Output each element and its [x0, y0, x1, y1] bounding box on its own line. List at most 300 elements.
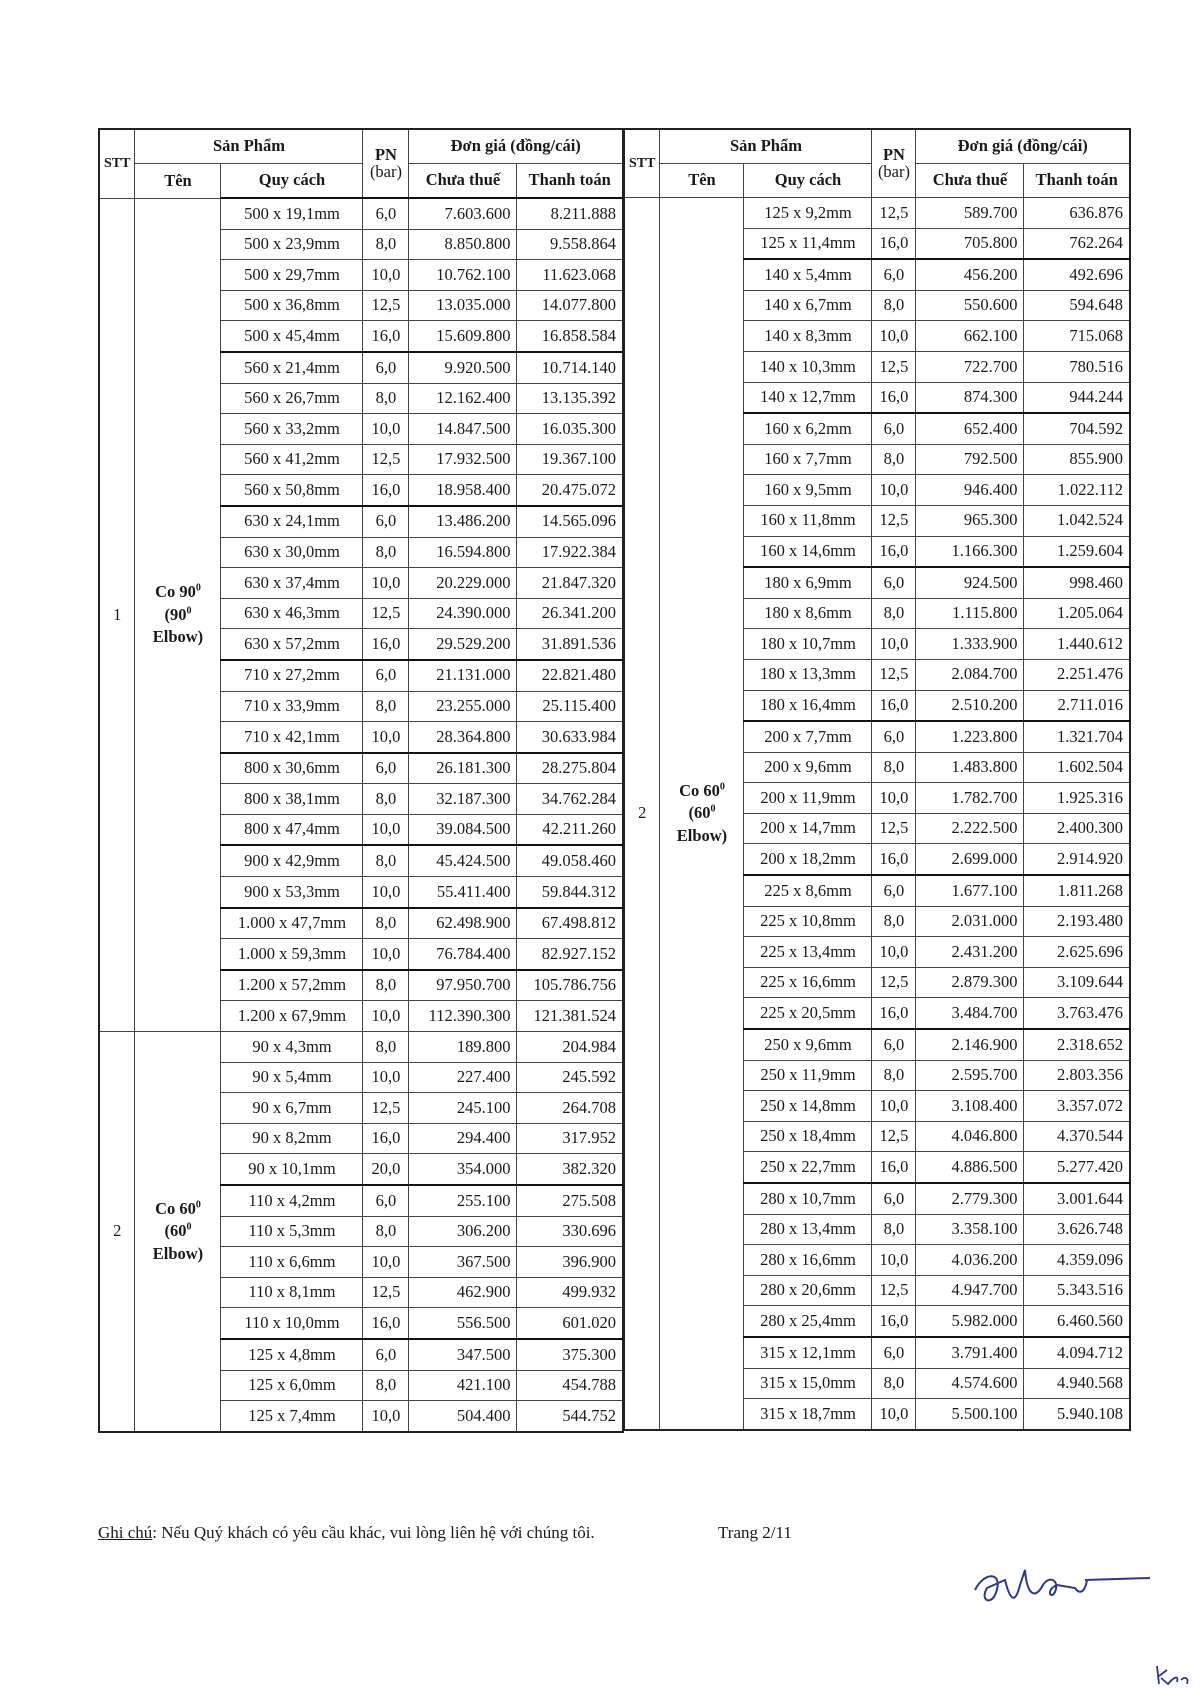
spec-cell: 500 x 45,4mm: [221, 321, 363, 352]
pn-cell: 12,5: [363, 1277, 409, 1308]
total-header: Thanh toán: [517, 164, 623, 199]
pn-cell: 12,5: [872, 198, 916, 229]
pn-cell: 10,0: [363, 722, 409, 753]
total-price-cell: 317.952: [517, 1123, 623, 1154]
pretax-price-cell: 367.500: [409, 1247, 517, 1278]
spec-cell: 630 x 46,3mm: [221, 598, 363, 629]
pretax-price-cell: 26.181.300: [409, 753, 517, 784]
total-price-cell: 1.259.604: [1024, 536, 1130, 567]
price-table-left: [98, 128, 624, 1433]
pretax-price-cell: 255.100: [409, 1185, 517, 1216]
total-price-cell: 30.633.984: [517, 722, 623, 753]
signature-fragment: [1153, 1658, 1193, 1688]
pn-cell: 6,0: [872, 721, 916, 752]
table-row: [99, 1032, 623, 1063]
spec-cell: 90 x 4,3mm: [221, 1032, 363, 1063]
total-price-cell: 121.381.524: [517, 1001, 623, 1032]
pretax-price-cell: 24.390.000: [409, 598, 517, 629]
total-price-cell: 762.264: [1024, 228, 1130, 259]
pn-cell: 10,0: [363, 260, 409, 291]
spec-cell: 250 x 11,9mm: [744, 1060, 872, 1091]
pn-cell: 8,0: [363, 691, 409, 722]
pn-cell: 8,0: [872, 1214, 916, 1245]
spec-cell: 315 x 15,0mm: [744, 1368, 872, 1399]
pn-cell: 6,0: [872, 259, 916, 290]
pn-cell: 8,0: [872, 906, 916, 937]
pretax-price-cell: 29.529.200: [409, 629, 517, 660]
spec-cell: 140 x 6,7mm: [744, 290, 872, 321]
total-price-cell: 10.714.140: [517, 352, 623, 383]
pn-cell: 16,0: [872, 382, 916, 413]
pn-cell: 10,0: [872, 1399, 916, 1430]
product-header: Sản Phẩm: [660, 129, 872, 164]
pretax-price-cell: 189.800: [409, 1032, 517, 1063]
pretax-price-cell: 874.300: [916, 382, 1024, 413]
pretax-price-cell: 227.400: [409, 1062, 517, 1093]
pn-cell: 20,0: [363, 1154, 409, 1185]
spec-cell: 90 x 6,7mm: [221, 1093, 363, 1124]
pretax-price-cell: 2.222.500: [916, 813, 1024, 844]
pretax-price-cell: 556.500: [409, 1308, 517, 1339]
spec-cell: 250 x 14,8mm: [744, 1091, 872, 1122]
pretax-price-cell: 3.791.400: [916, 1337, 1024, 1368]
pn-cell: 12,5: [363, 598, 409, 629]
spec-cell: 280 x 10,7mm: [744, 1183, 872, 1214]
table-row: [624, 198, 1130, 229]
pretax-price-cell: 39.084.500: [409, 814, 517, 845]
spec-cell: 140 x 12,7mm: [744, 382, 872, 413]
pn-cell: 8,0: [363, 784, 409, 815]
spec-cell: 250 x 9,6mm: [744, 1029, 872, 1060]
pretax-price-cell: 347.500: [409, 1339, 517, 1370]
spec-cell: 1.200 x 57,2mm: [221, 970, 363, 1001]
pretax-price-cell: 4.947.700: [916, 1275, 1024, 1306]
pretax-header: Chưa thuế: [916, 164, 1024, 198]
spec-cell: 110 x 10,0mm: [221, 1308, 363, 1339]
total-price-cell: 3.001.644: [1024, 1183, 1130, 1214]
total-price-cell: 31.891.536: [517, 629, 623, 660]
total-price-cell: 4.359.096: [1024, 1245, 1130, 1276]
pn-cell: 10,0: [872, 1091, 916, 1122]
name-header: Tên: [660, 164, 744, 198]
total-price-cell: 330.696: [517, 1216, 623, 1247]
spec-cell: 630 x 24,1mm: [221, 506, 363, 537]
spec-cell: 225 x 10,8mm: [744, 906, 872, 937]
pn-cell: 16,0: [872, 844, 916, 875]
spec-cell: 900 x 53,3mm: [221, 877, 363, 908]
total-price-cell: 28.275.804: [517, 753, 623, 784]
name-sup1: 0: [719, 781, 725, 793]
total-header: Thanh toán: [1024, 164, 1130, 198]
spec-cell: 125 x 9,2mm: [744, 198, 872, 229]
pretax-price-cell: 456.200: [916, 259, 1024, 290]
spec-header: Quy cách: [221, 164, 363, 199]
name-sup2: 0: [186, 1221, 192, 1233]
spec-cell: 710 x 33,9mm: [221, 691, 363, 722]
note-text: : Nếu Quý khách có yêu cầu khác, vui lòng liên hệ với chúng tôi.: [152, 1523, 595, 1542]
pretax-price-cell: 1.166.300: [916, 536, 1024, 567]
pretax-price-cell: 2.084.700: [916, 659, 1024, 690]
total-price-cell: 34.762.284: [517, 784, 623, 815]
pn-cell: 8,0: [872, 444, 916, 475]
total-price-cell: 375.300: [517, 1339, 623, 1370]
price-table-right: [623, 128, 1131, 1431]
pretax-price-cell: 9.920.500: [409, 352, 517, 383]
pn-cell: 12,5: [872, 505, 916, 536]
total-price-cell: 492.696: [1024, 259, 1130, 290]
spec-cell: 160 x 6,2mm: [744, 413, 872, 444]
total-price-cell: 944.244: [1024, 382, 1130, 413]
pretax-price-cell: 2.146.900: [916, 1029, 1024, 1060]
pretax-price-cell: 3.358.100: [916, 1214, 1024, 1245]
stt-cell: 2: [99, 1032, 135, 1432]
total-price-cell: 3.109.644: [1024, 967, 1130, 998]
spec-cell: 110 x 6,6mm: [221, 1247, 363, 1278]
price-header: Đơn giá (đồng/cái): [916, 129, 1130, 164]
spec-cell: 180 x 8,6mm: [744, 598, 872, 629]
pn-cell: 8,0: [363, 845, 409, 876]
pn-cell: 8,0: [363, 1032, 409, 1063]
product-name-cell: [660, 198, 744, 1430]
total-price-cell: 636.876: [1024, 198, 1130, 229]
total-price-cell: 245.592: [517, 1062, 623, 1093]
spec-cell: 560 x 26,7mm: [221, 383, 363, 414]
spec-cell: 125 x 7,4mm: [221, 1401, 363, 1432]
pn-cell: 8,0: [363, 1216, 409, 1247]
total-price-cell: 6.460.560: [1024, 1306, 1130, 1337]
pretax-price-cell: 1.115.800: [916, 598, 1024, 629]
total-price-cell: 1.022.112: [1024, 475, 1130, 506]
total-price-cell: 396.900: [517, 1247, 623, 1278]
spec-cell: 225 x 16,6mm: [744, 967, 872, 998]
total-price-cell: 5.940.108: [1024, 1399, 1130, 1430]
total-price-cell: 454.788: [517, 1370, 623, 1401]
pretax-price-cell: 21.131.000: [409, 660, 517, 691]
pretax-price-cell: 17.932.500: [409, 444, 517, 475]
total-price-cell: 67.498.812: [517, 908, 623, 939]
pn-cell: 12,5: [872, 659, 916, 690]
pretax-price-cell: 1.483.800: [916, 752, 1024, 783]
pn-cell: 16,0: [872, 998, 916, 1029]
pn-cell: 8,0: [872, 752, 916, 783]
pn-cell: 12,5: [872, 1121, 916, 1152]
pretax-price-cell: 112.390.300: [409, 1001, 517, 1032]
total-price-cell: 2.318.652: [1024, 1029, 1130, 1060]
pretax-price-cell: 245.100: [409, 1093, 517, 1124]
spec-cell: 500 x 23,9mm: [221, 229, 363, 260]
name-line2: (60: [688, 803, 711, 823]
total-price-cell: 14.077.800: [517, 290, 623, 321]
pn-cell: 6,0: [363, 506, 409, 537]
spec-cell: 200 x 9,6mm: [744, 752, 872, 783]
spec-cell: 250 x 18,4mm: [744, 1121, 872, 1152]
total-price-cell: 16.035.300: [517, 414, 623, 445]
pn-cell: 6,0: [363, 352, 409, 383]
spec-cell: 160 x 7,7mm: [744, 444, 872, 475]
total-price-cell: 264.708: [517, 1093, 623, 1124]
total-price-cell: 82.927.152: [517, 939, 623, 970]
pn-cell: 6,0: [872, 875, 916, 906]
spec-cell: 180 x 6,9mm: [744, 567, 872, 598]
pn-cell: 12,5: [363, 1093, 409, 1124]
spec-cell: 200 x 18,2mm: [744, 844, 872, 875]
total-price-cell: 2.803.356: [1024, 1060, 1130, 1091]
pretax-price-cell: 62.498.900: [409, 908, 517, 939]
note-label: Ghi chú: [98, 1523, 153, 1542]
stt-cell: 1: [99, 198, 135, 1032]
spec-cell: 140 x 5,4mm: [744, 259, 872, 290]
total-price-cell: 601.020: [517, 1308, 623, 1339]
spec-cell: 225 x 20,5mm: [744, 998, 872, 1029]
pretax-price-cell: 550.600: [916, 290, 1024, 321]
pn-cell: 10,0: [363, 1062, 409, 1093]
spec-cell: 140 x 10,3mm: [744, 351, 872, 382]
spec-cell: 110 x 8,1mm: [221, 1277, 363, 1308]
total-price-cell: 780.516: [1024, 351, 1130, 382]
pn-header: PN (bar): [872, 129, 916, 198]
footer-note: [98, 1523, 595, 1543]
total-price-cell: 499.932: [517, 1277, 623, 1308]
total-price-cell: 704.592: [1024, 413, 1130, 444]
pretax-price-cell: 462.900: [409, 1277, 517, 1308]
pn-cell: 8,0: [872, 290, 916, 321]
spec-cell: 500 x 29,7mm: [221, 260, 363, 291]
pn-cell: 6,0: [363, 198, 409, 229]
pn-cell: 10,0: [363, 1247, 409, 1278]
pn-cell: 10,0: [363, 939, 409, 970]
pn-cell: 16,0: [363, 475, 409, 506]
total-price-cell: 21.847.320: [517, 568, 623, 599]
total-price-cell: 1.440.612: [1024, 629, 1130, 660]
spec-cell: 110 x 5,3mm: [221, 1216, 363, 1247]
pn-cell: 16,0: [872, 690, 916, 721]
pn-cell: 8,0: [363, 229, 409, 260]
pretax-price-cell: 722.700: [916, 351, 1024, 382]
table-body-left: [99, 198, 623, 1432]
pn-cell: 16,0: [872, 1152, 916, 1183]
pn-cell: 6,0: [872, 1183, 916, 1214]
pn-cell: 12,5: [363, 444, 409, 475]
price-header: Đơn giá (đồng/cái): [409, 129, 623, 164]
spec-cell: 500 x 36,8mm: [221, 290, 363, 321]
pn-cell: 6,0: [363, 1339, 409, 1370]
page-number: Trang 2/11: [718, 1523, 792, 1542]
pretax-price-cell: 55.411.400: [409, 877, 517, 908]
spec-cell: 125 x 6,0mm: [221, 1370, 363, 1401]
table-body-right: [624, 198, 1130, 1430]
spec-cell: 125 x 4,8mm: [221, 1339, 363, 1370]
pretax-price-cell: 589.700: [916, 198, 1024, 229]
total-price-cell: 4.094.712: [1024, 1337, 1130, 1368]
pretax-price-cell: 8.850.800: [409, 229, 517, 260]
pretax-price-cell: 3.484.700: [916, 998, 1024, 1029]
pn-cell: 10,0: [363, 568, 409, 599]
total-price-cell: 25.115.400: [517, 691, 623, 722]
pn-cell: 12,5: [363, 290, 409, 321]
total-price-cell: 855.900: [1024, 444, 1130, 475]
pretax-price-cell: 16.594.800: [409, 537, 517, 568]
spec-cell: 250 x 22,7mm: [744, 1152, 872, 1183]
pretax-price-cell: 965.300: [916, 505, 1024, 536]
pretax-price-cell: 13.486.200: [409, 506, 517, 537]
pn-cell: 8,0: [363, 537, 409, 568]
spec-cell: 225 x 8,6mm: [744, 875, 872, 906]
spec-cell: 280 x 25,4mm: [744, 1306, 872, 1337]
spec-cell: 180 x 16,4mm: [744, 690, 872, 721]
spec-cell: 315 x 12,1mm: [744, 1337, 872, 1368]
spec-cell: 560 x 33,2mm: [221, 414, 363, 445]
pn-cell: 16,0: [363, 1308, 409, 1339]
total-price-cell: 1.321.704: [1024, 721, 1130, 752]
spec-header: Quy cách: [744, 164, 872, 198]
pretax-price-cell: 3.108.400: [916, 1091, 1024, 1122]
pretax-price-cell: 4.574.600: [916, 1368, 1024, 1399]
pn-cell: 6,0: [872, 413, 916, 444]
pretax-price-cell: 2.779.300: [916, 1183, 1024, 1214]
pn-cell: 12,5: [872, 813, 916, 844]
pretax-price-cell: 45.424.500: [409, 845, 517, 876]
pretax-price-cell: 1.223.800: [916, 721, 1024, 752]
spec-cell: 125 x 11,4mm: [744, 228, 872, 259]
spec-cell: 630 x 37,4mm: [221, 568, 363, 599]
pn-cell: 8,0: [363, 970, 409, 1001]
pretax-price-cell: 18.958.400: [409, 475, 517, 506]
pn-cell: 12,5: [872, 351, 916, 382]
pretax-price-cell: 14.847.500: [409, 414, 517, 445]
table-row: [99, 198, 623, 229]
pn-cell: 10,0: [872, 475, 916, 506]
total-price-cell: 8.211.888: [517, 198, 623, 229]
total-price-cell: 105.786.756: [517, 970, 623, 1001]
pn-header: PN (bar): [363, 129, 409, 198]
pn-cell: 10,0: [872, 937, 916, 968]
spec-cell: 800 x 30,6mm: [221, 753, 363, 784]
total-price-cell: 59.844.312: [517, 877, 623, 908]
spec-cell: 140 x 8,3mm: [744, 321, 872, 352]
pretax-price-cell: 13.035.000: [409, 290, 517, 321]
total-price-cell: 2.914.920: [1024, 844, 1130, 875]
name-sup1: 0: [195, 582, 201, 594]
spec-cell: 560 x 41,2mm: [221, 444, 363, 475]
pn-cell: 10,0: [363, 1001, 409, 1032]
pretax-price-cell: 4.886.500: [916, 1152, 1024, 1183]
stt-header: STT: [99, 129, 135, 198]
spec-cell: 160 x 11,8mm: [744, 505, 872, 536]
pretax-price-cell: 504.400: [409, 1401, 517, 1432]
total-price-cell: 1.205.064: [1024, 598, 1130, 629]
pretax-price-cell: 652.400: [916, 413, 1024, 444]
pretax-price-cell: 2.510.200: [916, 690, 1024, 721]
pn-cell: 6,0: [363, 753, 409, 784]
total-price-cell: 594.648: [1024, 290, 1130, 321]
spec-cell: 160 x 14,6mm: [744, 536, 872, 567]
spec-cell: 630 x 57,2mm: [221, 629, 363, 660]
total-price-cell: 17.922.384: [517, 537, 623, 568]
product-header: Sản Phẩm: [135, 129, 363, 164]
spec-cell: 1.200 x 67,9mm: [221, 1001, 363, 1032]
pn-cell: 16,0: [872, 1306, 916, 1337]
spec-cell: 200 x 7,7mm: [744, 721, 872, 752]
total-price-cell: 13.135.392: [517, 383, 623, 414]
total-price-cell: 16.858.584: [517, 321, 623, 352]
pretax-price-cell: 15.609.800: [409, 321, 517, 352]
pn-cell: 6,0: [872, 1029, 916, 1060]
total-price-cell: 5.277.420: [1024, 1152, 1130, 1183]
total-price-cell: 3.763.476: [1024, 998, 1130, 1029]
name-line3: Elbow): [152, 1243, 204, 1263]
pretax-price-cell: 946.400: [916, 475, 1024, 506]
pretax-price-cell: 662.100: [916, 321, 1024, 352]
name-header: Tên: [135, 164, 221, 199]
pretax-price-cell: 97.950.700: [409, 970, 517, 1001]
spec-cell: 560 x 21,4mm: [221, 352, 363, 383]
pretax-header: Chưa thuế: [409, 164, 517, 199]
name-line1: Co 60: [155, 1198, 196, 1218]
pretax-price-cell: 5.500.100: [916, 1399, 1024, 1430]
spec-cell: 280 x 13,4mm: [744, 1214, 872, 1245]
spec-cell: 90 x 5,4mm: [221, 1062, 363, 1093]
pn-cell: 16,0: [872, 536, 916, 567]
spec-cell: 280 x 16,6mm: [744, 1245, 872, 1276]
pn-cell: 8,0: [872, 1368, 916, 1399]
product-name-cell: [135, 198, 221, 1032]
spec-cell: 710 x 27,2mm: [221, 660, 363, 691]
total-price-cell: 3.626.748: [1024, 1214, 1130, 1245]
spec-cell: 560 x 50,8mm: [221, 475, 363, 506]
pretax-price-cell: 1.782.700: [916, 783, 1024, 814]
pretax-price-cell: 1.333.900: [916, 629, 1024, 660]
pretax-price-cell: 792.500: [916, 444, 1024, 475]
total-price-cell: 14.565.096: [517, 506, 623, 537]
total-price-cell: 4.370.544: [1024, 1121, 1130, 1152]
pretax-price-cell: 23.255.000: [409, 691, 517, 722]
spec-cell: 90 x 10,1mm: [221, 1154, 363, 1185]
spec-cell: 280 x 20,6mm: [744, 1275, 872, 1306]
total-price-cell: 1.925.316: [1024, 783, 1130, 814]
spec-cell: 180 x 10,7mm: [744, 629, 872, 660]
pn-cell: 8,0: [363, 908, 409, 939]
pretax-price-cell: 4.046.800: [916, 1121, 1024, 1152]
pn-cell: 6,0: [363, 1185, 409, 1216]
name-line3: Elbow): [676, 825, 728, 845]
name-sup2: 0: [710, 803, 716, 815]
total-price-cell: 382.320: [517, 1154, 623, 1185]
pn-cell: 10,0: [872, 629, 916, 660]
pn-cell: 16,0: [363, 629, 409, 660]
total-price-cell: 204.984: [517, 1032, 623, 1063]
total-price-cell: 2.193.480: [1024, 906, 1130, 937]
total-price-cell: 11.623.068: [517, 260, 623, 291]
total-price-cell: 998.460: [1024, 567, 1130, 598]
pn-cell: 10,0: [872, 1245, 916, 1276]
name-line1: Co 90: [155, 582, 196, 602]
spec-cell: 1.000 x 47,7mm: [221, 908, 363, 939]
total-price-cell: 4.940.568: [1024, 1368, 1130, 1399]
total-price-cell: 5.343.516: [1024, 1275, 1130, 1306]
total-price-cell: 1.602.504: [1024, 752, 1130, 783]
total-price-cell: 20.475.072: [517, 475, 623, 506]
total-price-cell: 1.042.524: [1024, 505, 1130, 536]
pn-cell: 6,0: [363, 660, 409, 691]
pretax-price-cell: 1.677.100: [916, 875, 1024, 906]
pn-cell: 16,0: [363, 321, 409, 352]
spec-cell: 90 x 8,2mm: [221, 1123, 363, 1154]
name-sup2: 0: [186, 605, 192, 617]
total-price-cell: 2.625.696: [1024, 937, 1130, 968]
total-price-cell: 19.367.100: [517, 444, 623, 475]
name-line1: Co 60: [679, 780, 720, 800]
pretax-price-cell: 705.800: [916, 228, 1024, 259]
